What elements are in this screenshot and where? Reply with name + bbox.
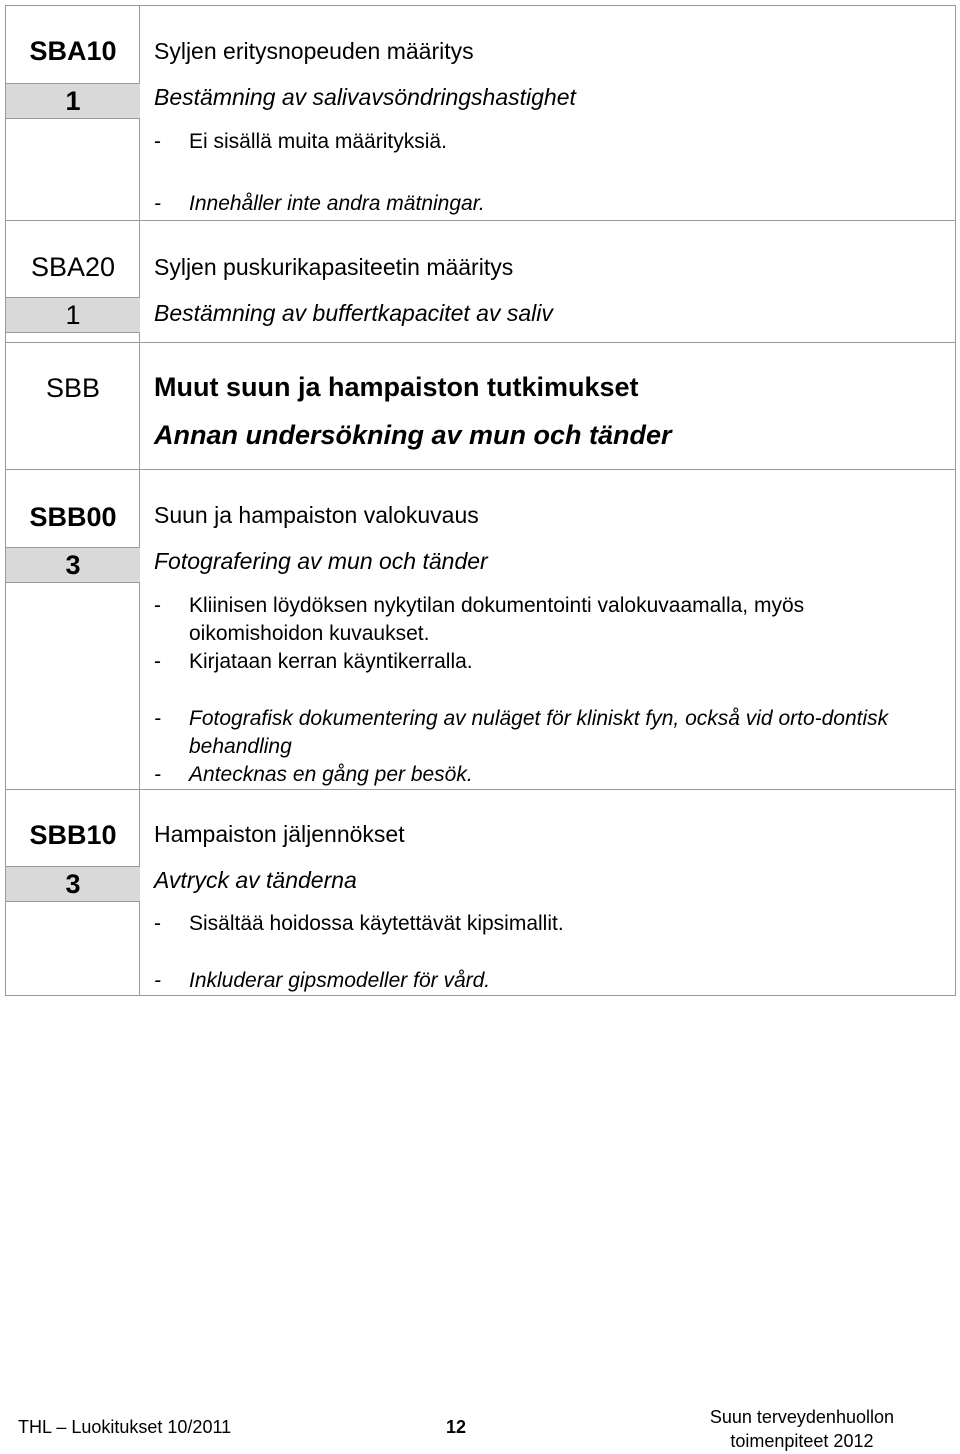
title-fi: Syljen eritysnopeuden määritys [154,38,474,64]
level-label: 3 [6,547,140,583]
title-sv: Annan undersökning av mun och tänder [154,420,672,450]
note-fi-1: - Kliinisen löydöksen nykytilan dokumentointi valokuvaamalla, myös oikomishoidon kuvaukset. [154,594,805,645]
code-cell [6,790,140,995]
code-label: SBA20 [30,252,116,282]
title-fi: Hampaiston jäljennökset [154,821,405,847]
footer-publication: THL – Luokitukset 10/2011 [18,1417,232,1437]
level-label: 3 [6,866,140,902]
code-cell [6,221,140,342]
note-fi: - Ei sisällä muita määrityksiä. [154,130,447,153]
note-fi-2: - Kirjataan kerran käyntikerralla. [154,650,473,673]
page-number: 12 [446,1417,467,1437]
title-fi: Suun ja hampaiston valokuvaus [154,502,479,528]
code-cell [6,470,140,789]
table-row-sbb10 [6,789,955,995]
note-sv: - Innehåller inte andra mätningar. [154,192,485,215]
table-row-sba10 [6,6,955,220]
title-sv: Fotografering av mun och tänder [154,548,488,574]
classification-table [5,5,956,996]
note-sv-1: - Fotografisk dokumentering av nuläget för kliniskt fyn, också vid orto-dontisk behandling [154,707,889,758]
page-footer [18,1400,894,1450]
title-sv: Avtryck av tänderna [154,867,357,893]
note-fi: - Sisältää hoidossa käytettävät kipsimallit. [154,912,564,935]
title-fi: Muut suun ja hampaiston tutkimukset [154,372,639,402]
title-sv: Bestämning av salivavsöndringshastighet [154,84,576,110]
code-label: SBB10 [29,820,117,850]
table-row-sba20 [6,220,955,342]
footer-title-line1: Suun terveydenhuollon [709,1407,894,1427]
footer-document-title [710,1405,894,1453]
note-sv: - Inkluderar gipsmodeller för vård. [154,969,491,992]
note-sv-2: - Antecknas en gång per besök. [154,763,473,786]
code-label: SBB [45,373,101,403]
title-sv: Bestämning av buffertkapacitet av saliv [154,300,553,326]
code-cell [6,343,140,469]
level-label: 1 [6,83,140,119]
code-label: SBB00 [29,502,117,532]
code-label: SBA10 [29,36,117,66]
footer-title-line2: toimenpiteet 2012 [730,1431,874,1451]
table-row-sbb00 [6,469,955,789]
table-row-sbb [6,342,955,469]
level-label: 1 [6,297,140,333]
code-cell [6,6,140,220]
title-fi: Syljen puskurikapasiteetin määritys [154,254,514,280]
